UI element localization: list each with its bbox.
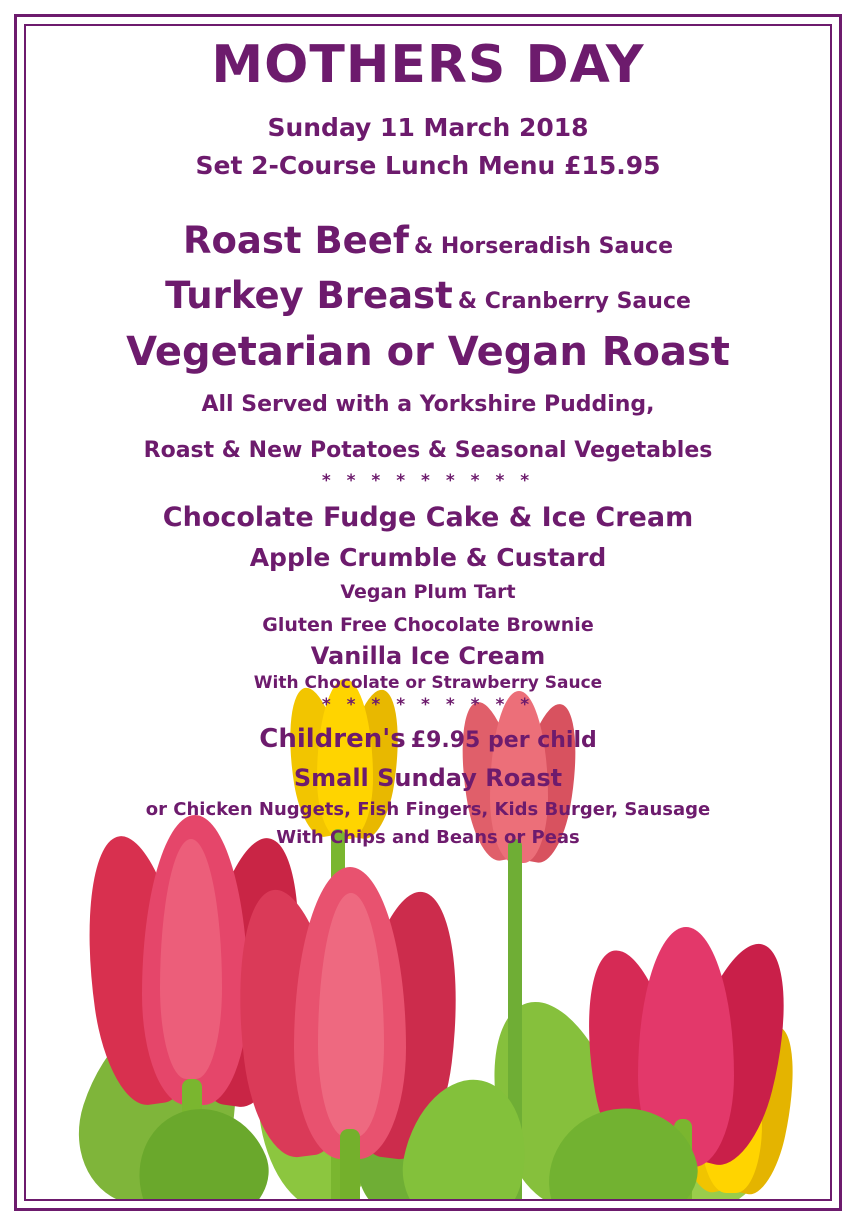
dessert-note: With Chocolate or Strawberry Sauce — [253, 673, 603, 694]
dessert-item: Chocolate Fudge Cake & Ice Cream — [162, 502, 694, 534]
main-course-item — [40, 275, 816, 318]
offer-line: Set 2-Course Lunch Menu £15.95 — [195, 151, 661, 181]
page-title: MOTHERS DAY — [211, 35, 645, 95]
date-line: Sunday 11 March 2018 — [267, 112, 589, 142]
childrens-heading — [40, 723, 816, 756]
stem-shape — [340, 1129, 360, 1199]
childrens-roast: Small Sunday Roast — [293, 763, 563, 792]
menu-content — [40, 35, 816, 853]
served-with-line-2: Roast & New Potatoes & Seasonal Vegetables — [143, 438, 713, 464]
main-course-accompaniment: & Horseradish Sauce — [414, 234, 673, 260]
childrens-sides: With Chips and Beans or Peas — [276, 827, 580, 849]
main-course-item — [40, 329, 816, 375]
childrens-label: Children's — [259, 724, 406, 755]
main-course-accompaniment: & Cranberry Sauce — [457, 288, 691, 314]
dessert-item: Gluten Free Chocolate Brownie — [262, 613, 594, 636]
dessert-item: Vanilla Ice Cream — [310, 642, 546, 671]
main-course-item — [40, 220, 816, 263]
main-course-name: Turkey Breast — [165, 273, 453, 317]
childrens-options: or Chicken Nuggets, Fish Fingers, Kids Burger, Sausage — [145, 798, 711, 820]
dessert-item: Vegan Plum Tart — [340, 581, 516, 604]
section-divider: * * * * * * * * * — [321, 470, 535, 491]
main-course-name: Roast Beef — [182, 219, 409, 263]
main-course-name: Vegetarian or Vegan Roast — [126, 329, 730, 376]
served-with-line-1: All Served with a Yorkshire Pudding, — [201, 392, 655, 418]
dessert-item: Apple Crumble & Custard — [249, 542, 607, 572]
childrens-price: £9.95 per child — [410, 728, 597, 754]
section-divider: * * * * * * * * * — [321, 695, 535, 716]
